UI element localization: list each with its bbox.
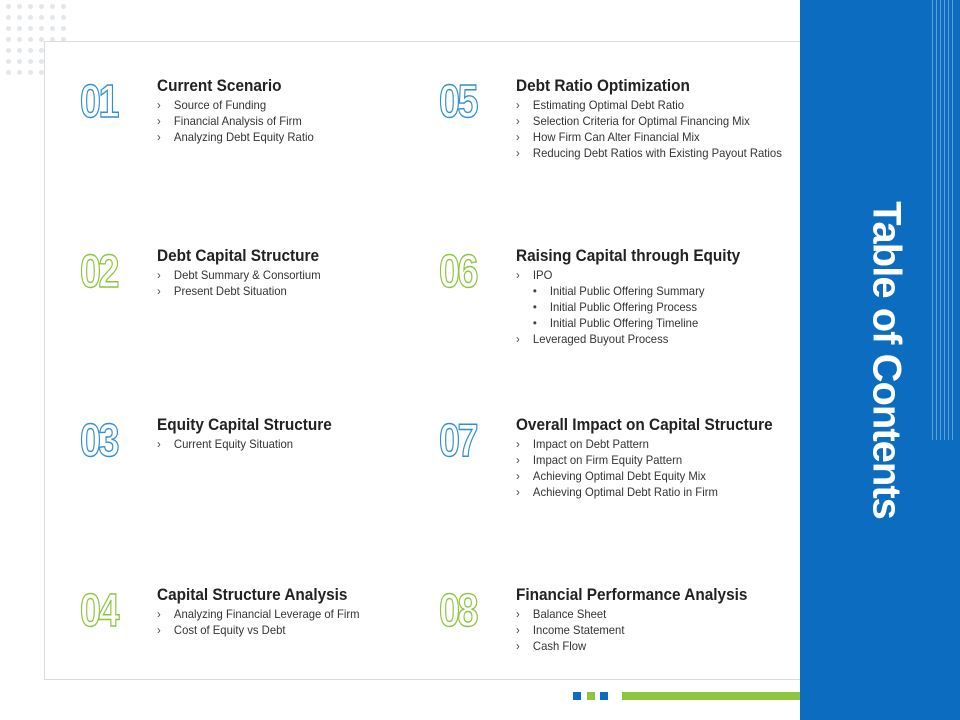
- pattern-dot: [39, 15, 44, 20]
- list-item-text: Initial Public Offering Timeline: [549, 316, 699, 330]
- list-item-text: Leveraged Buyout Process: [532, 332, 669, 346]
- list-item: [516, 606, 750, 622]
- list-item: [157, 622, 360, 638]
- pattern-dot: [17, 48, 22, 53]
- chevron-right-icon: ›: [157, 130, 161, 144]
- section-item-list: [516, 436, 792, 500]
- section-number: 07: [439, 414, 477, 466]
- pattern-dot: [28, 48, 33, 53]
- section-body: [516, 415, 792, 500]
- list-item: [516, 638, 750, 654]
- section-number: 01: [80, 75, 118, 127]
- list-item-text: Debt Summary & Consortium: [173, 268, 321, 282]
- bullet-icon: •: [532, 284, 537, 298]
- list-item-text: Financial Analysis of Firm: [173, 114, 302, 128]
- pattern-dot: [6, 70, 11, 75]
- list-item-text: Present Debt Situation: [173, 284, 287, 298]
- pattern-dot: [28, 4, 33, 9]
- list-item: [516, 267, 743, 283]
- section-body: [157, 76, 324, 145]
- list-item: [157, 436, 334, 452]
- section-title: Financial Performance Analysis: [516, 586, 748, 604]
- pattern-dot: [17, 26, 22, 31]
- list-item: [516, 468, 775, 484]
- footer-bar-green: [622, 692, 800, 700]
- section-number: 05: [439, 75, 477, 127]
- chevron-right-icon: ›: [157, 98, 161, 112]
- section-number: 06: [439, 245, 477, 297]
- section-item-list: [157, 606, 372, 638]
- chevron-right-icon: ›: [516, 130, 520, 144]
- list-item-text: Achieving Optimal Debt Equity Mix: [532, 469, 706, 483]
- sub-list-item: [516, 283, 743, 299]
- chevron-right-icon: ›: [516, 437, 520, 451]
- section-number: 02: [80, 245, 118, 297]
- section-body: [157, 415, 345, 452]
- chevron-right-icon: ›: [157, 623, 161, 637]
- pattern-dot: [39, 26, 44, 31]
- section-item-list: [516, 267, 757, 347]
- section-body: [516, 585, 765, 654]
- pattern-dot: [17, 70, 22, 75]
- list-item: [516, 484, 775, 500]
- pattern-dot: [61, 4, 66, 9]
- pattern-dot: [50, 4, 55, 9]
- list-item: [157, 267, 321, 283]
- chevron-right-icon: ›: [516, 639, 520, 653]
- pattern-dot: [50, 15, 55, 20]
- list-item: [157, 283, 321, 299]
- list-item-text: IPO: [532, 268, 553, 282]
- list-item-text: Balance Sheet: [532, 607, 607, 621]
- chevron-right-icon: ›: [516, 332, 520, 346]
- list-item-text: Initial Public Offering Summary: [549, 284, 705, 298]
- section-number: 03: [80, 414, 118, 466]
- pattern-dot: [17, 59, 22, 64]
- footer-square-blue-2: [600, 692, 608, 700]
- pattern-dot: [28, 70, 33, 75]
- sidebar-stripe: [932, 0, 933, 440]
- list-item: [516, 145, 782, 161]
- page-title: Table of Contents: [864, 201, 909, 519]
- chevron-right-icon: ›: [516, 485, 520, 499]
- list-item: [157, 113, 314, 129]
- pattern-dot: [6, 59, 11, 64]
- pattern-dot: [6, 37, 11, 42]
- pattern-dot: [61, 15, 66, 20]
- sub-list-item: [516, 315, 743, 331]
- list-item-text: Initial Public Offering Process: [549, 300, 697, 314]
- pattern-dot: [17, 37, 22, 42]
- sidebar-stripe: [944, 0, 945, 440]
- pattern-dot: [28, 15, 33, 20]
- chevron-right-icon: ›: [516, 146, 520, 160]
- pattern-dot: [17, 15, 22, 20]
- list-item-text: Cost of Equity vs Debt: [173, 623, 286, 637]
- list-item: [157, 129, 314, 145]
- list-item: [516, 113, 782, 129]
- chevron-right-icon: ›: [516, 469, 520, 483]
- pattern-dot: [28, 59, 33, 64]
- pattern-dot: [6, 26, 11, 31]
- footer-square-blue-1: [573, 692, 581, 700]
- list-item-text: Cash Flow: [532, 639, 587, 653]
- section-body: [516, 76, 799, 161]
- chevron-right-icon: ›: [157, 114, 161, 128]
- list-item-text: Impact on Firm Equity Pattern: [532, 453, 683, 467]
- pattern-dot: [50, 26, 55, 31]
- section-body: [157, 585, 372, 638]
- sidebar-stripe: [940, 0, 941, 440]
- chevron-right-icon: ›: [516, 453, 520, 467]
- chevron-right-icon: ›: [516, 98, 520, 112]
- list-item-text: Current Equity Situation: [173, 437, 294, 451]
- list-item-text: Reducing Debt Ratios with Existing Payout Ratios: [532, 146, 782, 160]
- list-item-text: Source of Funding: [173, 98, 267, 112]
- chevron-right-icon: ›: [516, 607, 520, 621]
- chevron-right-icon: ›: [157, 607, 161, 621]
- pattern-dot: [39, 4, 44, 9]
- list-item: [516, 97, 782, 113]
- section-item-list: [157, 267, 331, 299]
- section-title: Capital Structure Analysis: [157, 586, 348, 604]
- bullet-icon: •: [532, 300, 537, 314]
- list-item: [516, 331, 743, 347]
- list-item-text: Achieving Optimal Debt Ratio in Firm: [532, 485, 718, 499]
- pattern-dot: [17, 4, 22, 9]
- list-item: [516, 436, 775, 452]
- list-item-text: Selection Criteria for Optimal Financing Mix: [532, 114, 750, 128]
- bullet-icon: •: [532, 316, 537, 330]
- section-item-list: [157, 97, 324, 145]
- chevron-right-icon: ›: [157, 268, 161, 282]
- sub-list-item: [516, 299, 743, 315]
- pattern-dot: [28, 26, 33, 31]
- sidebar-stripe: [948, 0, 949, 440]
- chevron-right-icon: ›: [157, 284, 161, 298]
- section-title: Raising Capital through Equity: [516, 247, 741, 265]
- pattern-dot: [6, 48, 11, 53]
- pattern-dot: [61, 26, 66, 31]
- section-number: 04: [80, 584, 118, 636]
- list-item: [157, 97, 314, 113]
- footer-square-green-1: [587, 692, 595, 700]
- section-title: Equity Capital Structure: [157, 416, 332, 434]
- section-body: [516, 246, 757, 347]
- section-item-list: [516, 606, 765, 654]
- chevron-right-icon: ›: [516, 114, 520, 128]
- list-item: [516, 129, 782, 145]
- chevron-right-icon: ›: [157, 437, 161, 451]
- section-body: [157, 246, 331, 299]
- sidebar-stripe: [952, 0, 953, 440]
- section-title: Debt Capital Structure: [157, 247, 320, 265]
- list-item-text: Analyzing Debt Equity Ratio: [173, 130, 314, 144]
- pattern-dot: [6, 15, 11, 20]
- sidebar-stripe: [936, 0, 937, 440]
- list-item: [516, 622, 750, 638]
- list-item-text: Income Statement: [532, 623, 625, 637]
- section-title: Current Scenario: [157, 77, 282, 95]
- list-item-text: Analyzing Financial Leverage of Firm: [173, 607, 360, 621]
- list-item: [516, 452, 775, 468]
- pattern-dot: [28, 37, 33, 42]
- list-item-text: Impact on Debt Pattern: [532, 437, 649, 451]
- section-title: Overall Impact on Capital Structure: [516, 416, 773, 434]
- chevron-right-icon: ›: [516, 623, 520, 637]
- chevron-right-icon: ›: [516, 268, 520, 282]
- section-item-list: [157, 436, 345, 452]
- list-item-text: How Firm Can Alter Financial Mix: [532, 130, 700, 144]
- pattern-dot: [6, 4, 11, 9]
- list-item: [157, 606, 360, 622]
- section-item-list: [516, 97, 799, 161]
- section-title: Debt Ratio Optimization: [516, 77, 690, 95]
- list-item-text: Estimating Optimal Debt Ratio: [532, 98, 685, 112]
- section-number: 08: [439, 584, 477, 636]
